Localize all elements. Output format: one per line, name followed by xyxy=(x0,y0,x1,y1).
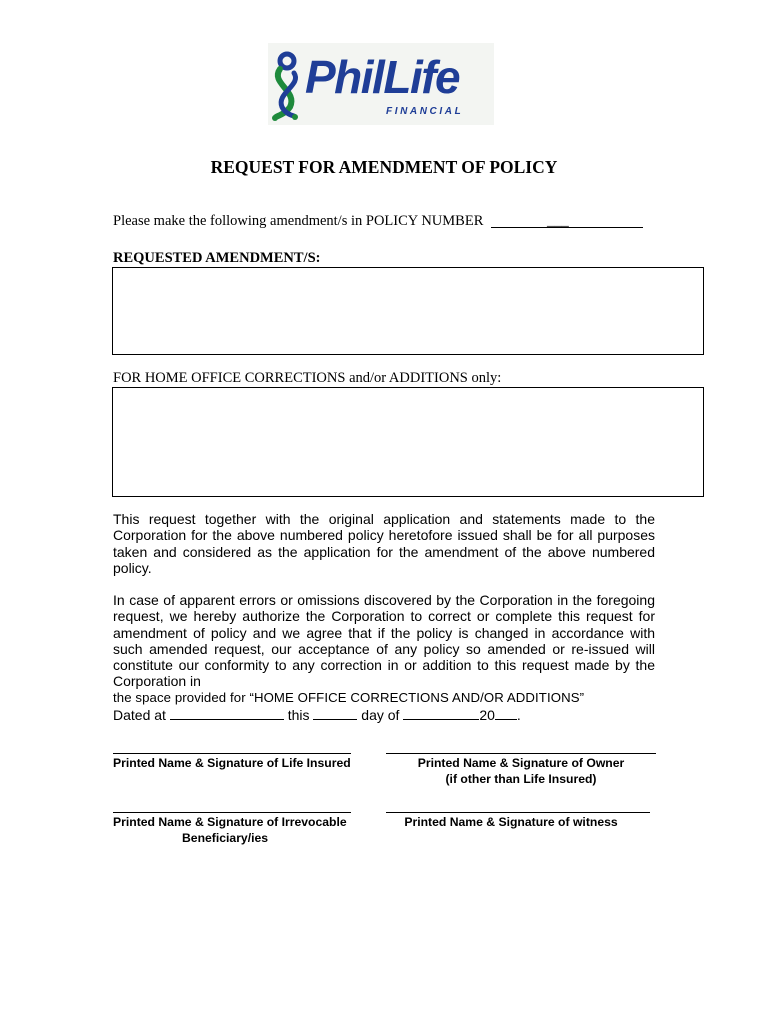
beneficiary-signature-line[interactable] xyxy=(113,812,351,813)
owner-note: (if other than Life Insured) xyxy=(445,771,597,786)
beneficiary-label-line2: Beneficiary/ies xyxy=(182,830,269,845)
life-insured-signature-label: Printed Name & Signature of Life Insured xyxy=(113,756,351,770)
dated-at-label: Dated at xyxy=(113,707,166,723)
policy-number-label: Please make the following amendment/s in POLICY NUMBER xyxy=(113,213,484,229)
witness-signature-label: Printed Name & Signature of witness xyxy=(404,815,618,829)
day-of-label: day of xyxy=(361,707,400,723)
paragraph-authorization-body: In case of apparent errors or omissions discovered by the Corporation in the foregoing request, we hereby authorize the Corporation to correct or complete this request for amendment of policy and we agree that if the policy is changed in accordance with such amended request, our acceptance of any policy so amended or re-issued will constitute our conformity to any correction in or addition to this request made by the Corporation in xyxy=(113,592,655,690)
philife-logo xyxy=(268,43,494,125)
policy-number-field[interactable] xyxy=(491,213,643,228)
witness-signature-line[interactable] xyxy=(386,812,650,813)
policy-number-line xyxy=(113,213,643,230)
home-office-corrections-box[interactable] xyxy=(112,387,704,497)
beneficiary-signature-label xyxy=(113,815,347,846)
owner-signature-label xyxy=(386,756,656,787)
ribbon-person-icon xyxy=(268,43,308,125)
dated-line xyxy=(113,706,521,723)
owner-label: Printed Name & Signature of Owner xyxy=(417,756,625,770)
life-insured-signature-line[interactable] xyxy=(113,753,351,754)
paragraph-authorization xyxy=(113,592,655,706)
dated-end: . xyxy=(516,707,521,723)
home-office-label: FOR HOME OFFICE CORRECTIONS and/or ADDITIONS only: xyxy=(113,370,502,386)
requested-amendments-box[interactable] xyxy=(112,267,704,355)
logo-wordmark: PhilLife xyxy=(305,51,460,103)
year-prefix: 20 xyxy=(479,707,495,723)
beneficiary-label-line1: Printed Name & Signature of Irrevocable xyxy=(113,815,347,829)
policy-blank-marker: ___ xyxy=(547,213,569,229)
dated-at-field[interactable] xyxy=(170,706,284,720)
requested-amendments-label: REQUESTED AMENDMENT/S: xyxy=(113,250,321,266)
page-title: REQUEST FOR AMENDMENT OF POLICY xyxy=(210,157,558,177)
owner-signature-line[interactable] xyxy=(386,753,656,754)
logo-subtitle: FINANCIAL xyxy=(386,106,464,117)
day-field[interactable] xyxy=(313,706,357,720)
month-field[interactable] xyxy=(403,706,479,720)
paragraph-authorization-last-line: the space provided for “HOME OFFICE CORRECTIONS AND/OR ADDITIONS” xyxy=(113,689,585,705)
paragraph-application: This request together with the original application and statements made to the Corporation for the above numbered policy heretofore issued shall be for all purposes taken and considered as the application for the amendment of the above numbered policy. xyxy=(113,511,655,576)
this-label: this xyxy=(287,707,310,723)
year-field[interactable] xyxy=(495,706,517,720)
